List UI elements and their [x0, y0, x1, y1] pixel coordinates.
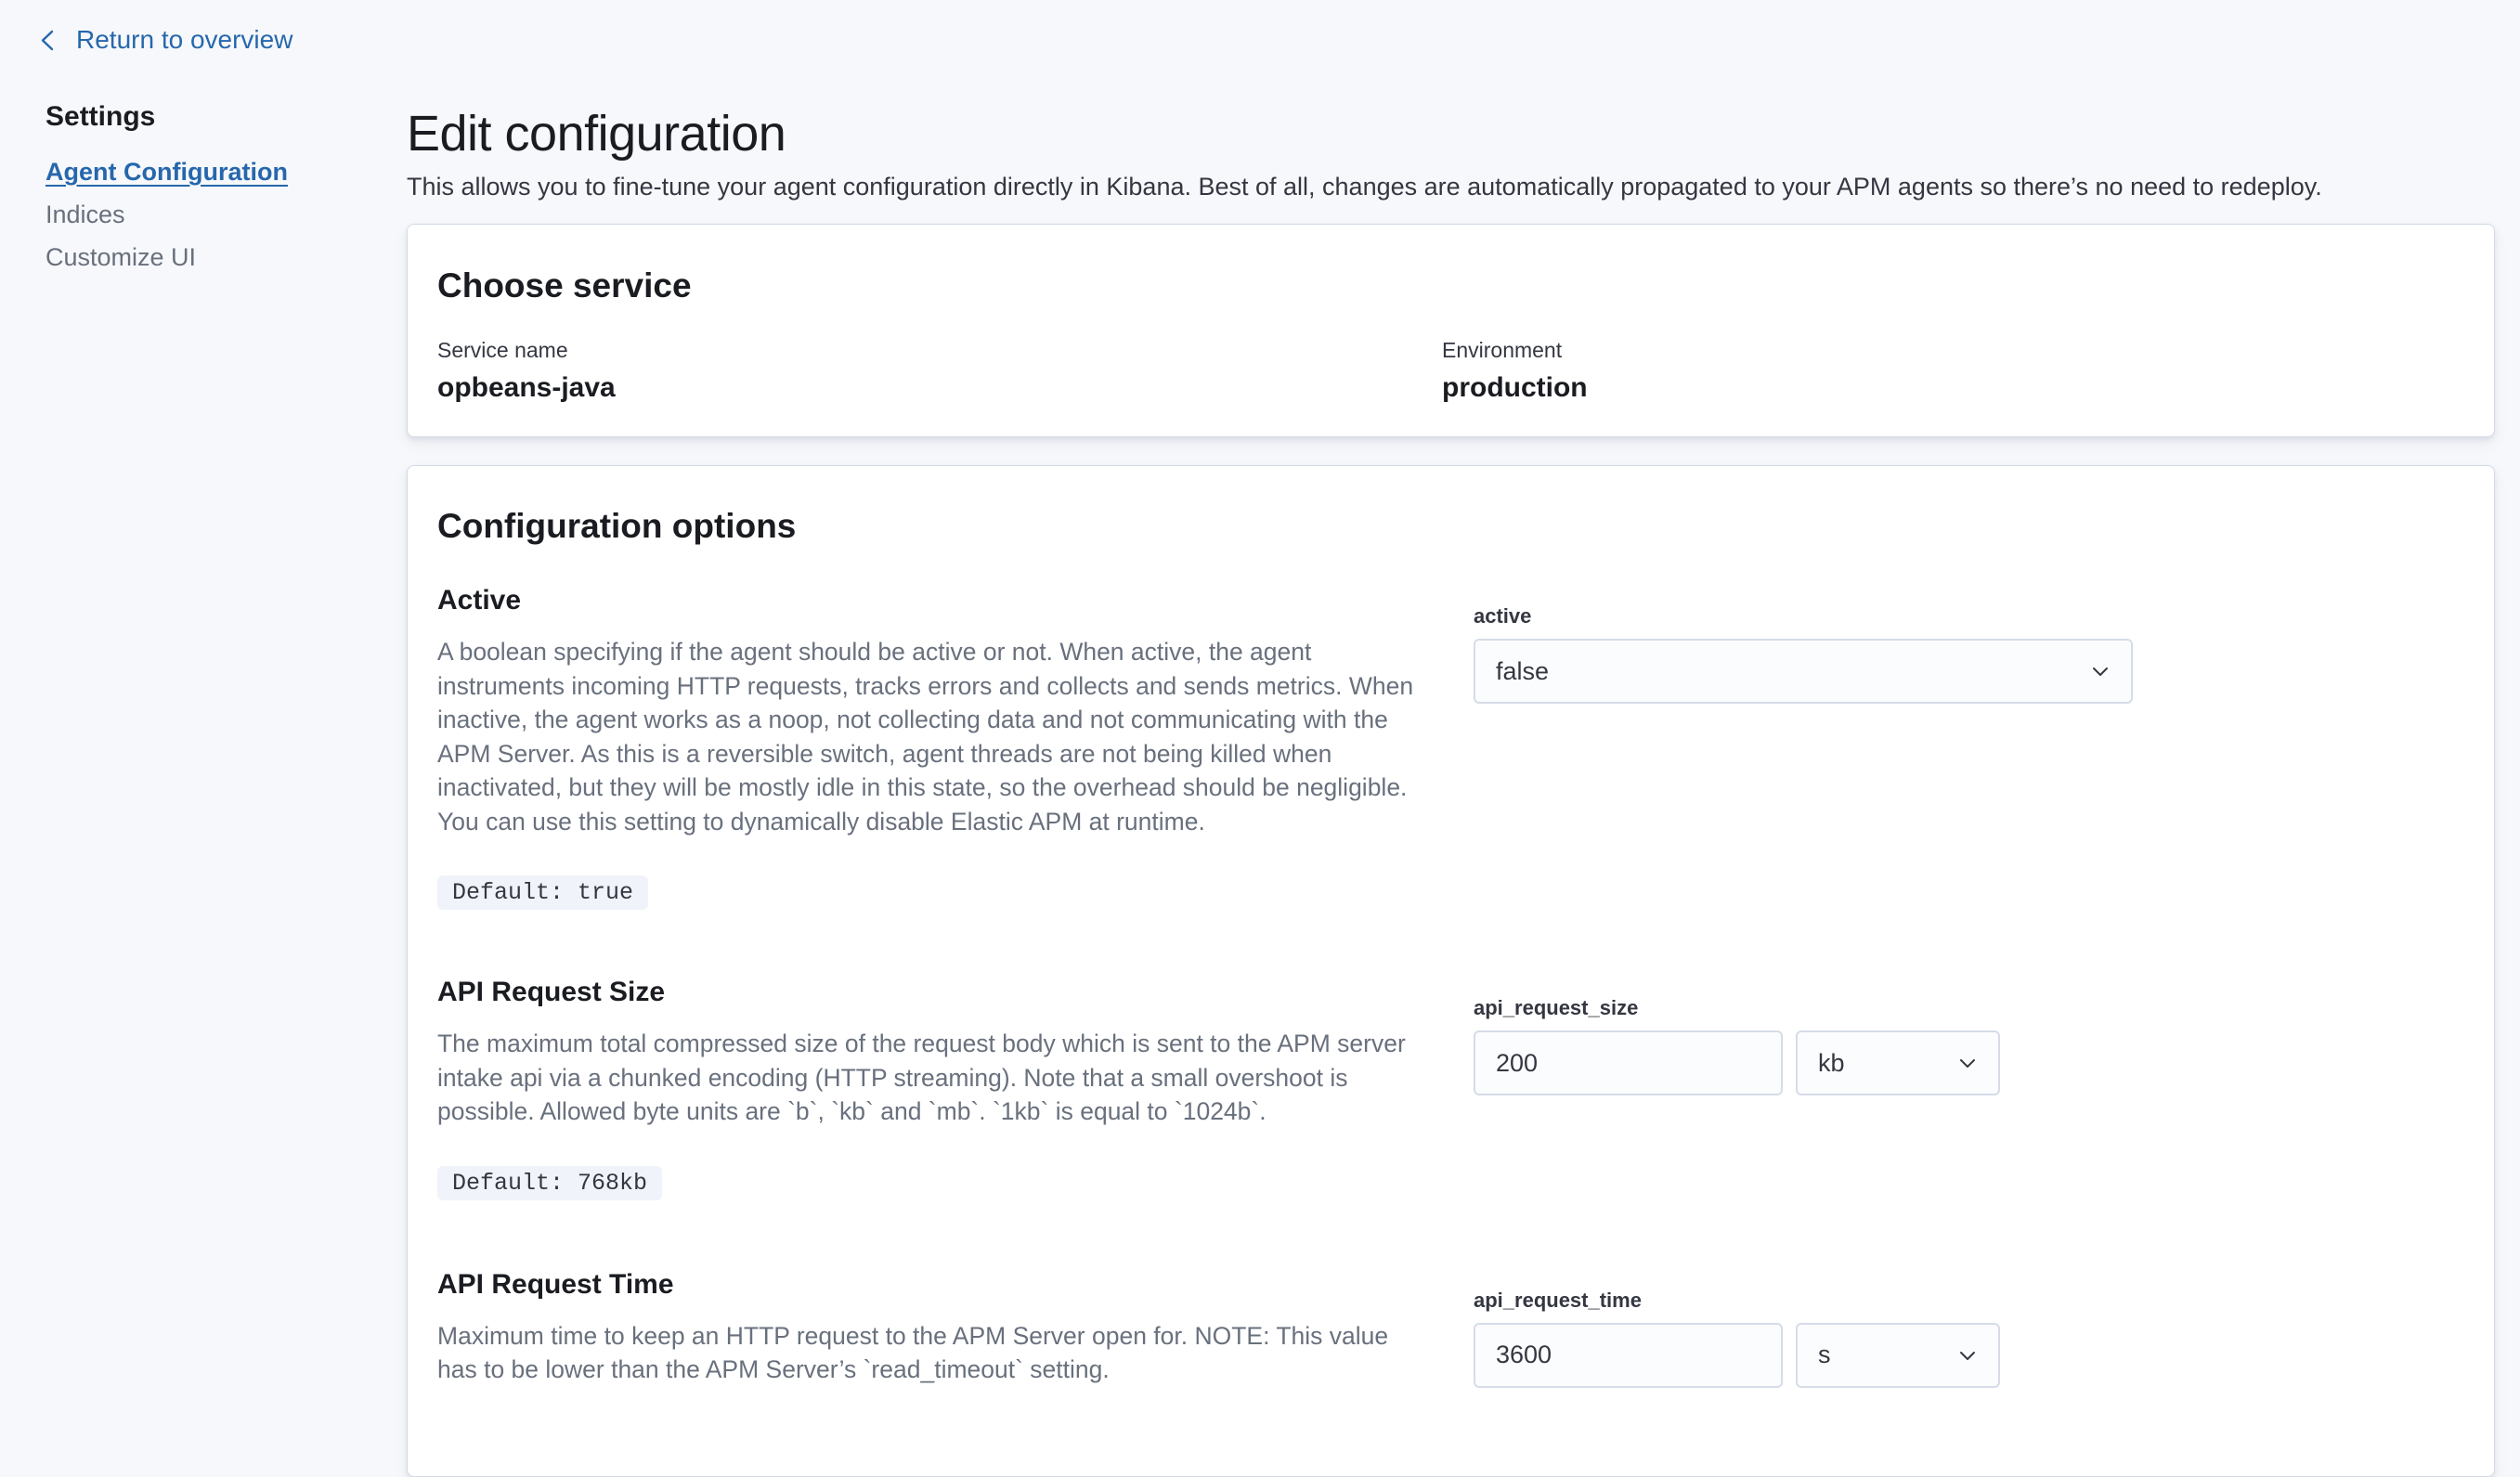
chevron-left-icon — [35, 26, 60, 55]
api-request-size-unit-value: kb — [1818, 1048, 1845, 1077]
choose-service-title: Choose service — [437, 266, 692, 304]
config-section-active-info — [437, 585, 1426, 910]
config-section-api-request-time-control — [1474, 1269, 2133, 1388]
chevron-down-icon — [1954, 1341, 1981, 1369]
environment-field — [1442, 337, 2464, 405]
config-section-api-request-size — [437, 977, 2464, 1200]
active-select[interactable] — [1474, 639, 2133, 704]
default-value-badge: Default: true — [437, 875, 648, 910]
service-name-label: Service name — [437, 338, 568, 362]
config-section-api-request-size-control — [1474, 977, 2133, 1200]
choose-service-panel — [407, 224, 2495, 437]
configuration-options-title: Configuration options — [437, 507, 797, 545]
sidebar-item-customize-ui[interactable]: Customize UI — [45, 243, 197, 271]
section-title: API Request Time — [437, 1268, 674, 1300]
config-section-api-request-size-info — [437, 977, 1426, 1200]
section-title: API Request Size — [437, 977, 666, 1007]
service-name-value: opbeans-java — [437, 372, 616, 403]
api-request-size-input[interactable] — [1474, 1030, 1783, 1095]
default-value-badge: Default: 768kb — [437, 1166, 662, 1200]
sidebar-item-indices[interactable]: Indices — [45, 201, 125, 228]
settings-sidebar — [45, 100, 370, 286]
return-to-overview-label: Return to overview — [76, 25, 293, 54]
api-request-time-unit-select[interactable] — [1796, 1323, 2000, 1388]
service-summary-row — [437, 337, 2464, 405]
config-section-api-request-time — [437, 1269, 2464, 1388]
configuration-options-panel — [407, 465, 2495, 1477]
section-description: Maximum time to keep an HTTP request to the APM Server open for. NOTE: This value has to be lower than the APM Server’s `read_timeout` setting. — [437, 1321, 1389, 1383]
active-setting-key-label: active — [1474, 604, 1532, 628]
api-request-time-input[interactable] — [1474, 1323, 1783, 1388]
active-select-value: false — [1496, 656, 1550, 685]
page-title: Edit configuration — [407, 106, 786, 162]
environment-value: production — [1442, 372, 1588, 403]
page-subtitle: This allows you to fine-tune your agent configuration directly in Kibana. Best of all, changes are automatically propagated to your APM agents so there’s no need to redeploy. — [407, 173, 2322, 201]
chevron-down-icon — [2086, 657, 2114, 685]
api-request-time-setting-key-label: api_request_time — [1474, 1288, 1642, 1312]
api-request-size-unit-select[interactable] — [1796, 1030, 2000, 1095]
section-title: Active — [437, 585, 522, 615]
section-description: A boolean specifying if the agent should be active or not. When active, the agent instruments incoming HTTP requests, tracks errors and collects and sends metrics. When inactive, the agent works as a noop, not collecting data and not communicating with the APM Server. As this is a reversible switch, agent threads are not being killed when inactivated, but they will be mostly idle in this state, so the overhead should be negligible. You can use this setting to dynamically disable Elastic APM at runtime. — [437, 638, 1414, 836]
section-description: The maximum total compressed size of the request body which is sent to the APM server intake api via a chunked encoding (HTTP streaming). Note that a small overshoot is possible. Allowed byte units are `b`, `kb` and `mb`. `1kb` is equal to `1024b`. — [437, 1030, 1406, 1125]
api-request-time-unit-value: s — [1818, 1341, 1831, 1368]
main-content — [407, 104, 2495, 1477]
api-request-size-setting-key-label: api_request_size — [1474, 996, 1639, 1019]
config-section-active — [437, 585, 2464, 910]
environment-label: Environment — [1442, 338, 1563, 362]
chevron-down-icon — [1954, 1049, 1981, 1077]
sidebar-item-agent-configuration[interactable]: Agent Configuration — [45, 158, 288, 186]
return-to-overview-link[interactable] — [35, 24, 292, 56]
config-section-active-control — [1474, 585, 2133, 910]
service-name-field — [437, 337, 1442, 405]
sidebar-heading: Settings — [45, 101, 156, 132]
config-section-api-request-time-info — [437, 1269, 1426, 1388]
